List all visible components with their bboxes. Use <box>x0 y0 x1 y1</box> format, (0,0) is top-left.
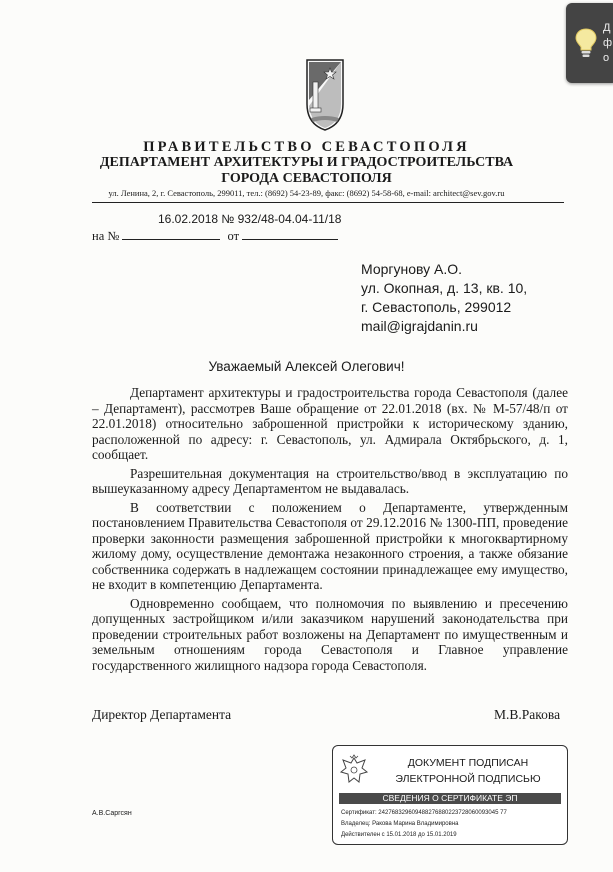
certificate-info-bar: СВЕДЕНИЯ О СЕРТИФИКАТЕ ЭП <box>339 793 561 804</box>
recipient-city: г. Севастополь, 299012 <box>361 299 512 315</box>
on-number-label: на № <box>92 229 120 243</box>
city-title: ГОРОДА СЕВАСТОПОЛЯ <box>221 171 392 186</box>
signature-name: М.В.Ракова <box>494 707 561 722</box>
certificate-owner: Владелец: Ракова Марина Владимировна <box>341 821 459 827</box>
reference-date-blank <box>242 229 338 240</box>
recipient-name: Моргунову А.О. <box>361 261 463 277</box>
recipient-block <box>361 260 527 336</box>
salutation: Уважаемый Алексей Олегович! <box>208 359 405 374</box>
certificate-number: Сертификат: 242768329609488276880223728060093045 77 <box>341 810 507 816</box>
lightbulb-icon <box>574 27 598 59</box>
body-paragraph: Одновременно сообщаем, что полномочия по выявлению и пресечению допущенных застройщиком и/или заказчиком нарушений законодательства при проведении строительных работ возложены на Департамент по имущественным и земельным отношениям города Севастополя и Главное управление государственного жилищного надзора города Севастополя. <box>92 595 568 673</box>
from-label: от <box>227 229 240 243</box>
government-title: ПРАВИТЕЛЬСТВО СЕВАСТОПОЛЯ <box>143 139 470 155</box>
body-paragraph: Разрешительная документация на строительство/ввод в эксплуатацию по вышеуказанному адресу Департаментом не выдавалась. <box>92 465 568 496</box>
recipient-street: ул. Окопная, д. 13, кв. 10, <box>361 280 528 296</box>
russian-eagle-icon <box>339 754 369 788</box>
department-contacts: ул. Ленина, 2, г. Севастополь, 299011, тел.: (8692) 54-23-89, факс: (8692) 54-58-68, e-mail: architect@sev.gov.ru <box>108 188 505 198</box>
stamp-title-line2: ЭЛЕКТРОННОЙ ПОДПИСЬЮ <box>395 773 541 785</box>
signature-position: Директор Департамента <box>92 707 232 722</box>
header-divider <box>92 202 564 203</box>
body-paragraph: Департамент архитектуры и градостроительства города Севастополя (далее – Департамент), рассмотрев Ваше обращение от 22.01.2018 (вх. № М-57/48/п от 22.01.2018) относительно заброшенной пристройки к историческому зданию, расположенной по адресу: г. Севастополь, ул. Адмирала Октябрьского, д. 1, сообщает. <box>92 385 568 462</box>
stamp-title-line1: ДОКУМЕНТ ПОДПИСАН <box>407 757 529 769</box>
department-title: ДЕПАРТАМЕНТ АРХИТЕКТУРЫ И ГРАДОСТРОИТЕЛЬСТВА <box>99 155 514 170</box>
registration-number: 16.02.2018 № 932/48-04.04-11/18 <box>158 212 342 226</box>
popup-text: Д ф о <box>603 22 613 64</box>
recipient-email: mail@igrajdanin.ru <box>361 318 478 334</box>
electronic-signature-stamp <box>332 745 568 845</box>
body-paragraph: В соответствии с положением о Департаменте, утвержденным постановлением Правительства Севастополя от 29.12.2016 № 1300-ПП, проведение проверки законности размещения заброшенной пристройки к многоквартирному жилому дому, осуществление демонтажа незаконного строения, а также обязание собственника содержать в надлежащем состоянии принадлежащее ему имущество, не входит в компетенцию Департамента. <box>92 499 568 592</box>
reference-number-blank <box>122 229 220 240</box>
coat-of-arms-icon <box>303 56 347 132</box>
executor-name: А.В.Саргсян <box>92 810 132 817</box>
reference-line <box>92 229 338 244</box>
hint-popup[interactable] <box>566 3 613 83</box>
certificate-validity: Действителен с 15.01.2018 до 15.01.2019 <box>341 832 457 838</box>
letter-body <box>92 385 568 673</box>
